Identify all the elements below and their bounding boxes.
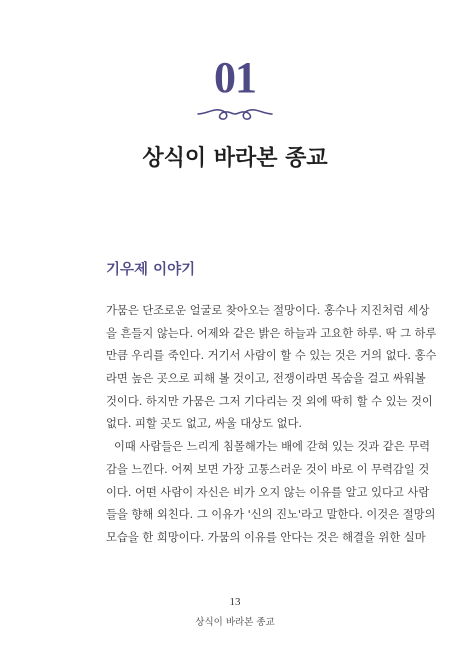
body-line: 것이다. 하지만 가뭄은 그저 기다리는 것 외에 딱히 할 수 있는 것이 <box>106 394 433 408</box>
body-line: 이다. 어떤 사람이 자신은 비가 오지 않는 이유를 알고 있다고 사람 <box>106 485 430 499</box>
body-line: 없다. 피할 곳도 없고, 싸울 대상도 없다. <box>106 417 303 431</box>
chapter-title: 상식이 바라본 종교 <box>142 145 328 171</box>
body-line: 감을 느낀다. 어찌 보면 가장 고통스러운 것이 바로 이 무력감일 것 <box>106 462 430 476</box>
page-number: 13 <box>229 596 241 608</box>
body-line: 가뭄은 단조로운 얼굴로 찾아오는 절망이다. 홍수나 지진처럼 세상 <box>106 304 430 317</box>
running-footer-title: 상식이 바라본 종교 <box>195 617 275 628</box>
body-line: 만큼 우리를 죽인다. 거기서 사람이 할 수 있는 것은 거의 없다. 홍수 <box>106 349 437 363</box>
body-line: 모습을 한 희망이다. 가뭄의 이유를 안다는 것은 해결을 위한 실마 <box>106 530 426 544</box>
flourish-ornament-icon <box>195 103 275 125</box>
body-line: 라면 높은 곳으로 피해 볼 것이고, 전쟁이라면 목숨을 걸고 싸워볼 <box>106 372 426 386</box>
chapter-number: 01 <box>214 53 256 102</box>
body-text <box>106 300 437 550</box>
section-heading: 기우제 이야기 <box>106 262 196 278</box>
body-line: 들을 향해 외친다. 그 이유가 '신의 진노'라고 말한다. 이것은 절망의 <box>106 508 436 522</box>
body-line: 을 흔들지 않는다. 어제와 같은 밝은 하늘과 고요한 하루. 딱 그 하루 <box>106 326 437 340</box>
body-line: 이때 사람들은 느리게 침몰해가는 배에 갇혀 있는 것과 같은 무력 <box>114 440 431 454</box>
